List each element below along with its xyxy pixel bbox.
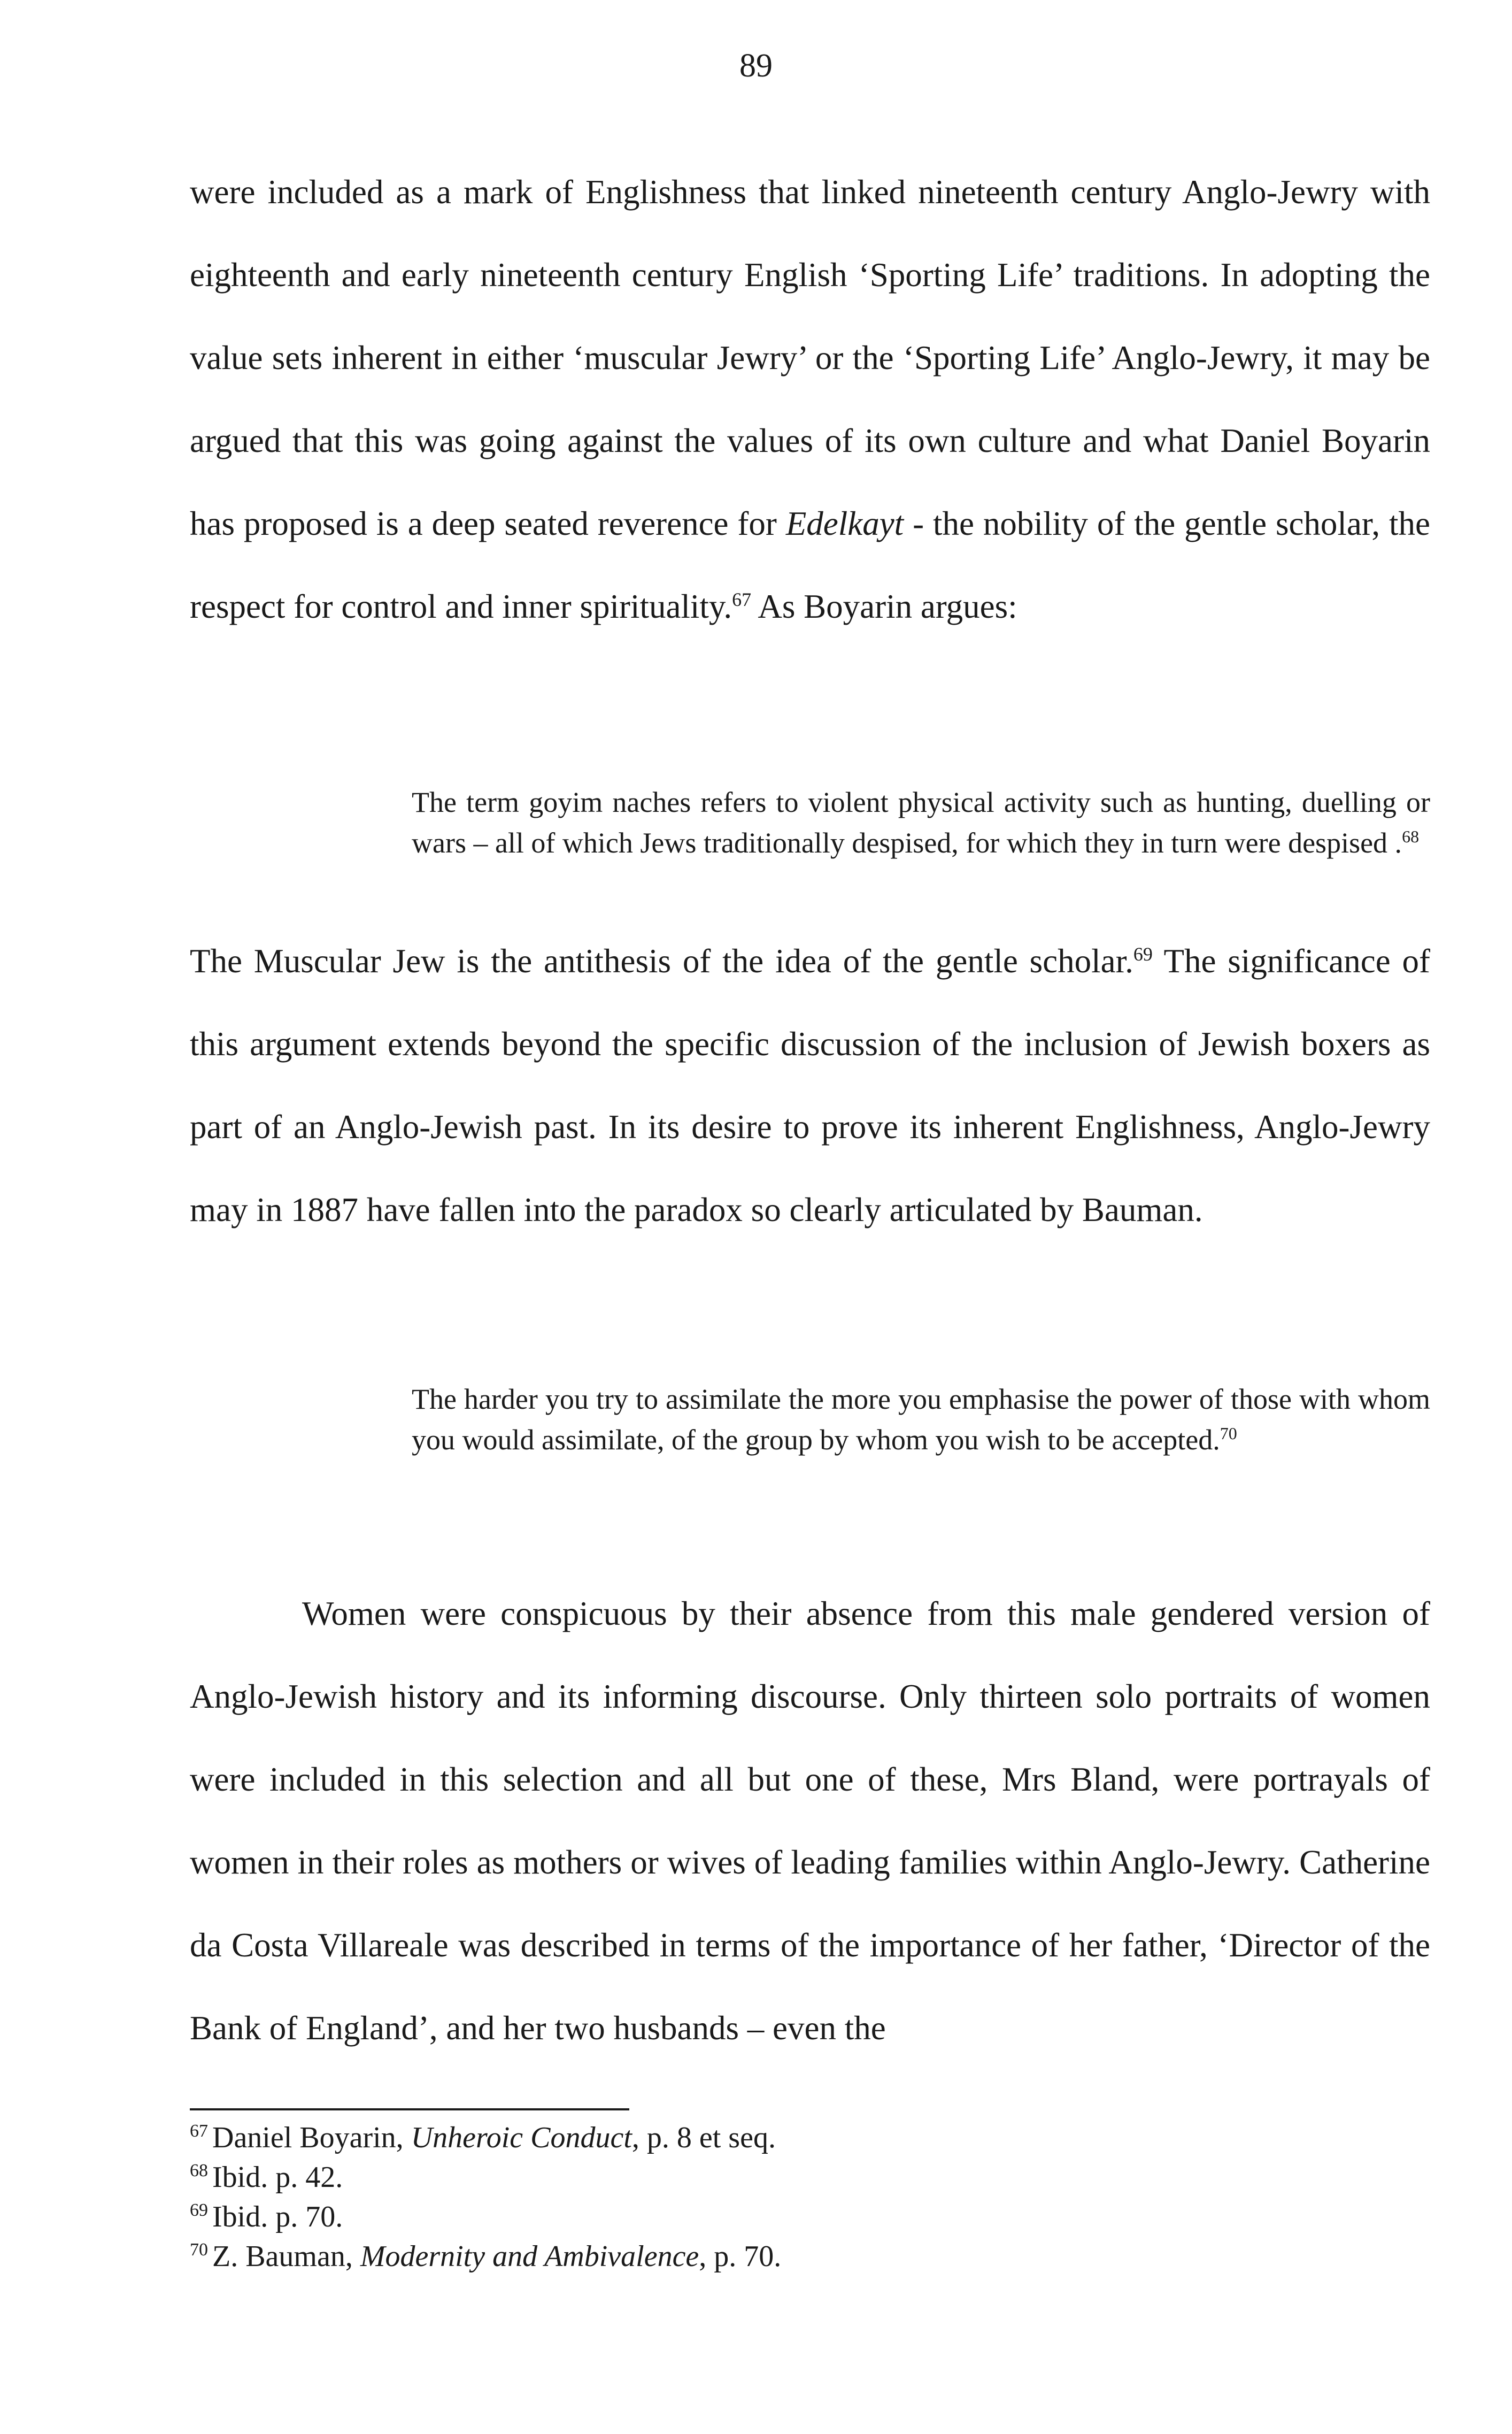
footnote-text: Ibid. p. 70. <box>212 2200 343 2233</box>
footnote-separator <box>190 2108 629 2110</box>
body-paragraph-1 <box>190 151 1430 648</box>
footnote-text: Z. Bauman, <box>212 2240 360 2273</box>
footnote-text: Daniel Boyarin, <box>212 2121 411 2154</box>
block-quote-1-text: The term goyim naches refers to violent physical activity such as hunting, duelling or wars – all of which Jews traditionally despised, for which they in turn were despised . <box>412 786 1430 859</box>
footnote-69 <box>190 2197 1430 2237</box>
footnote-number: 69 <box>190 2200 208 2221</box>
footnote-number: 68 <box>190 2161 208 2181</box>
body-paragraph-3 <box>190 1572 1430 2070</box>
footnote-ref-70: 70 <box>1220 1424 1237 1443</box>
footnote-title: Unheroic Conduct <box>411 2121 632 2154</box>
footnotes-list <box>190 2118 1430 2276</box>
paragraph-1-text-a: were included as a mark of Englishness that linked nineteenth century Anglo-Jewry with eighteenth and early nineteenth century English ‘Sporting Life’ traditions. In adopting the value sets inherent in either ‘muscular Jewry’ or the ‘Sporting Life’ Anglo-Jewry, it may be argued that this was going against the values of its own culture and what Daniel Boyarin has proposed is a deep seated reverence for <box>190 173 1430 542</box>
footnote-ref-69: 69 <box>1133 943 1153 965</box>
block-quote-1 <box>412 782 1430 863</box>
paragraph-2-text-a: The Muscular Jew is the antithesis of the idea of the gentle scholar. <box>190 942 1133 980</box>
footnote-title: Modernity and Ambivalence <box>360 2240 699 2273</box>
footnote-ref-68: 68 <box>1402 827 1420 846</box>
footnote-70 <box>190 2237 1430 2276</box>
block-quote-2-text: The harder you try to assimilate the more you emphasise the power of those with whom you would assimilate, of the group by whom you wish to be accepted. <box>412 1383 1430 1456</box>
footnote-68 <box>190 2157 1430 2197</box>
footnote-text: Ibid. p. 42. <box>212 2161 343 2194</box>
block-quote-2 <box>412 1379 1430 1460</box>
page-number: 89 <box>739 48 773 84</box>
edelkayt-term: Edelkayt <box>785 505 904 542</box>
paragraph-1-text-b: - the nobility of the gentle scholar, the respect for control and inner spirituality. <box>190 505 1430 625</box>
body-paragraph-2 <box>190 920 1430 1251</box>
footnote-67 <box>190 2118 1430 2157</box>
footnote-text-end: , p. 8 et seq. <box>631 2121 776 2154</box>
footnote-text-end: , p. 70. <box>699 2240 782 2273</box>
paragraph-1-text-c: As Boyarin argues: <box>751 588 1017 625</box>
paragraph-2-text-b: The significance of this argument extends beyond the specific discussion of the inclusion of Jewish boxers as part of an Anglo-Jewish past. In its desire to prove its inherent Englishness, Anglo-Jewry may in 1887 have fallen into the paradox so clearly articulated by Bauman. <box>190 942 1430 1228</box>
paragraph-3-text: Women were conspicuous by their absence from this male gendered version of Anglo-Jewish history and its informing discourse. Only thirteen solo portraits of women were included in this selection and all but one of these, Mrs Bland, were portrayals of women in their roles as mothers or wives of leading families within Anglo-Jewry. Catherine da Costa Villareale was described in terms of the importance of her father, ‘Director of the Bank of England’, and her two husbands – even the <box>190 1595 1430 2047</box>
footnote-number: 67 <box>190 2121 208 2141</box>
footnote-ref-67: 67 <box>732 589 752 610</box>
footnote-number: 70 <box>190 2240 208 2260</box>
